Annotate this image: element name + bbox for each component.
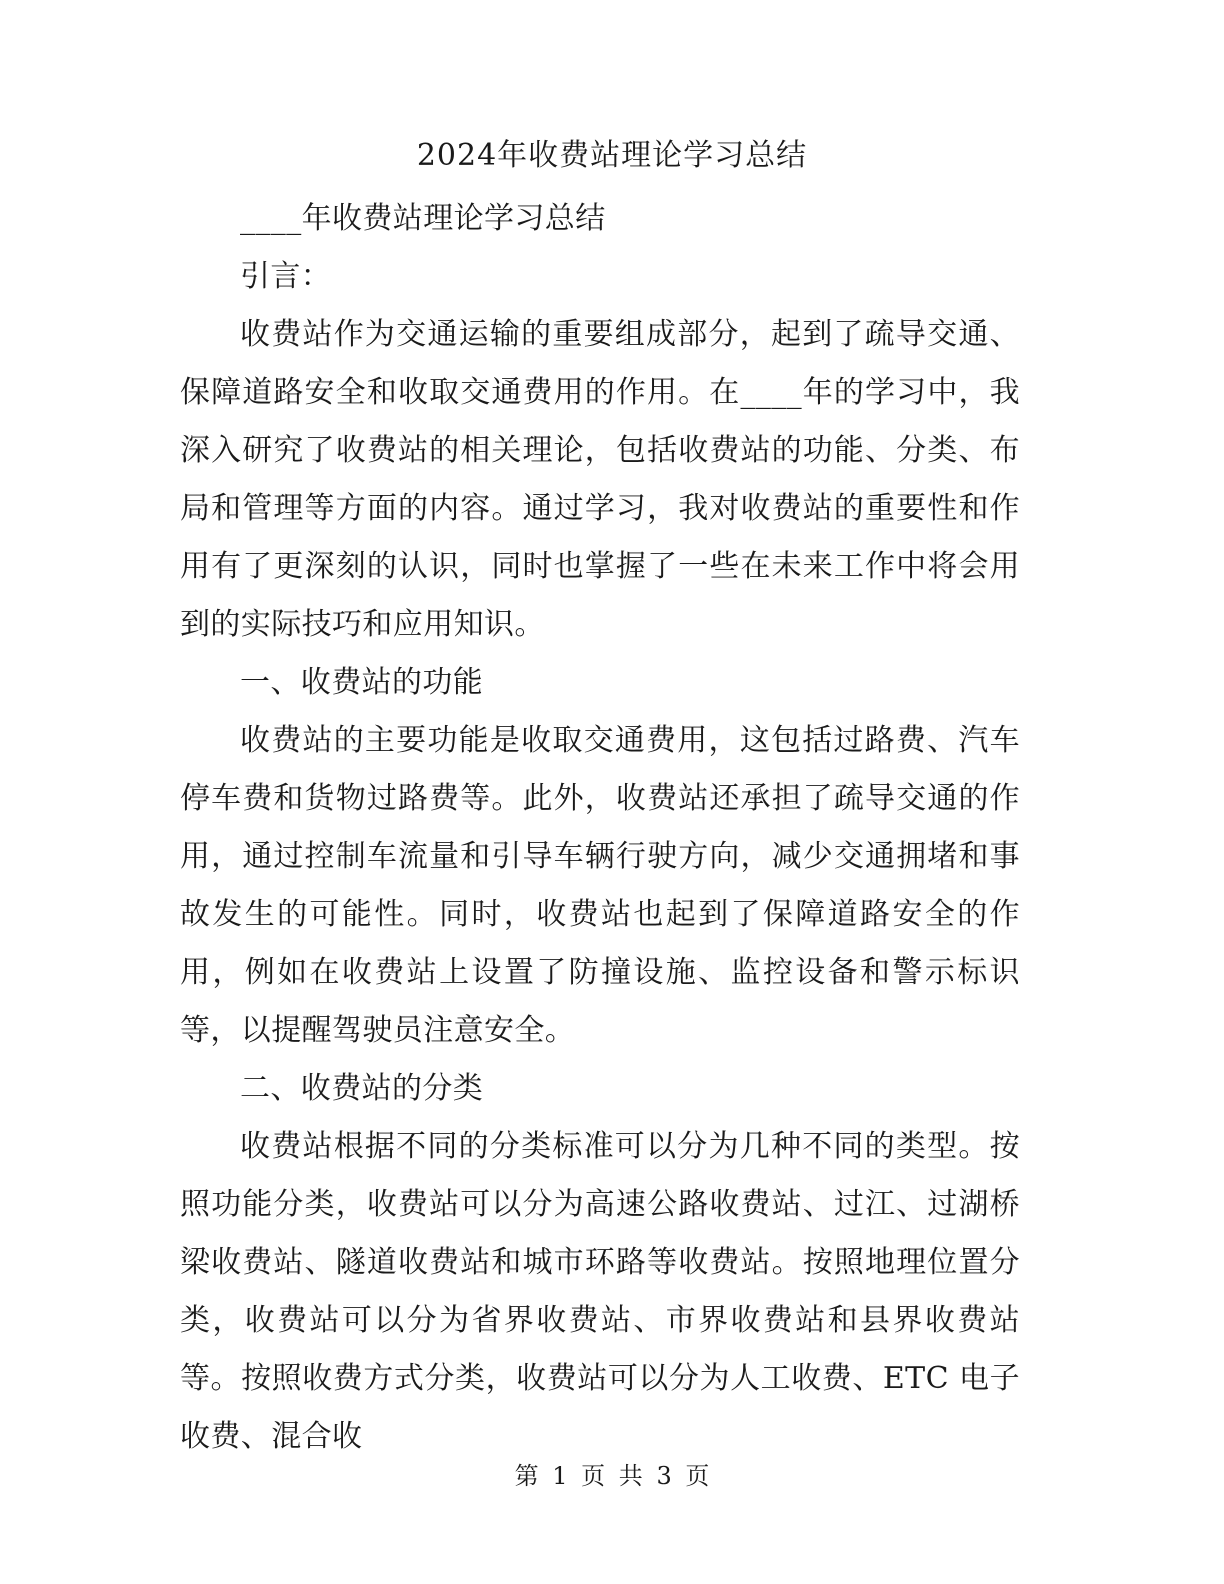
intro-heading: 引言： (240, 259, 332, 294)
document-title: 2024年收费站理论学习总结 (416, 138, 808, 173)
intro-paragraph: 收费站作为交通运输的重要组成部分，起到了疏导交通、保障道路安全和收取交通费用的作用。在____年的学习中，我深入研究了收费站的相关理论，包括收费站的功能、分类、布局和管理等方面的内容。通过学习，我对收费站的重要性和作用有了更深刻的认识，同时也掌握了一些在未来工作中将会用到的实际技巧和应用知识。 (180, 317, 1020, 642)
section-heading-classification: 二、收费站的分类 (240, 1071, 484, 1106)
section-heading-functions: 一、收费站的功能 (240, 665, 484, 700)
functions-paragraph: 收费站的主要功能是收取交通费用，这包括过路费、汽车停车费和货物过路费等。此外，收费站还承担了疏导交通的作用，通过控制车流量和引导车辆行驶方向，减少交通拥堵和事故发生的可能性。同时，收费站也起到了保障道路安全的作用，例如在收费站上设置了防撞设施、监控设备和警示标识等，以提醒驾驶员注意安全。 (180, 723, 1020, 1048)
document-body (180, 190, 1020, 1466)
page-footer: 第 1 页 共 3 页 (514, 1462, 710, 1490)
subtitle-paragraph: ____年收费站理论学习总结 (240, 201, 606, 236)
classification-paragraph: 收费站根据不同的分类标准可以分为几种不同的类型。按照功能分类，收费站可以分为高速公路收费站、过江、过湖桥梁收费站、隧道收费站和城市环路等收费站。按照地理位置分类，收费站可以分为省界收费站、市界收费站和县界收费站等。按照收费方式分类，收费站可以分为人工收费、ETC 电子收费、混合收 (180, 1129, 1020, 1454)
